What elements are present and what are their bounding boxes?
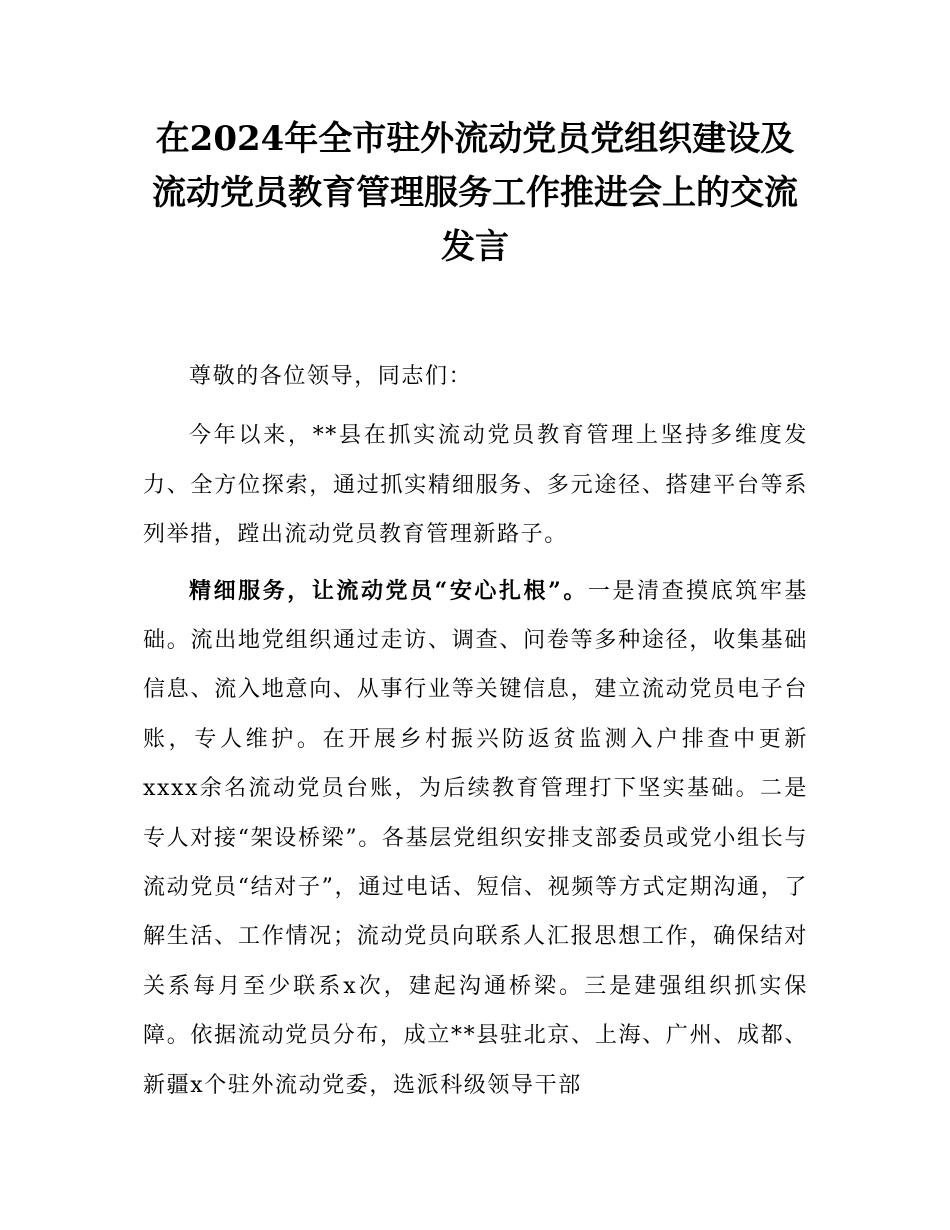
paragraph-intro	[143, 411, 808, 559]
paragraph-lead-heading: 精细服务，让流动党员“安心扎根”。	[189, 577, 588, 604]
document-title: 在2024年全市驻外流动党员党组织建设及流动党员教育管理服务工作推进会上的交流发言	[152, 119, 798, 267]
paragraph-text: 一是清查摸底筑牢基础。流出地党组织通过走访、调查、问卷等多种途径，收集基础信息、流入地意向、从事行业等关键信息，建立流动党员电子台账，专人维护。在开展乡村振兴防返贫监测入户排查中更新xxxx余名流动党员台账，为后续教育管理打下坚实基础。二是专人对接“架设桥梁”。各基层党组织安排支部委员或党小组长与流动党员“结对子”，通过电话、短信、视频等方式定期沟通，了解生活、工作情况；流动党员向联系人汇报思想工作，确保结对关系每月至少联系x次，建起沟通桥梁。三是建强组织抓实保障。依据流动党员分布，成立**县驻北京、上海、广州、成都、新疆x个驻外流动党委，选派科级领导干部	[143, 578, 808, 1098]
salutation: 尊敬的各位领导，同志们：	[189, 364, 473, 389]
document-body	[143, 352, 808, 1117]
paragraph-text: 今年以来，**县在抓实流动党员教育管理上坚持多维度发力、全方位探索，通过抓实精细服务、多元途径、搭建平台等系列举措，蹚出流动党员教育管理新路子。	[143, 423, 808, 548]
paragraph-fine-service	[143, 567, 808, 1110]
